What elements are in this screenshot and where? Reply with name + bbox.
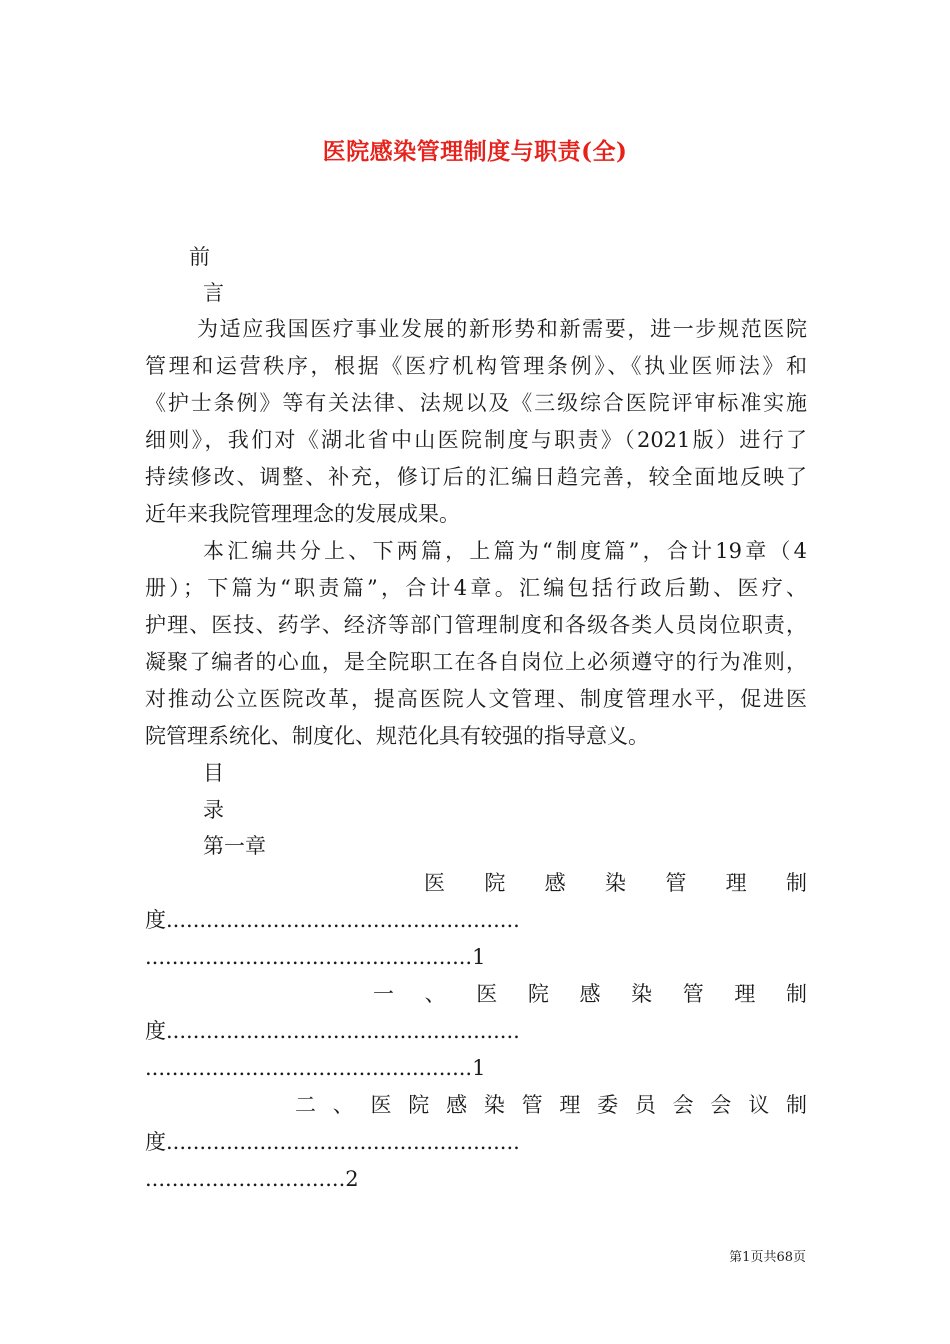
toc-entry-leader[interactable] xyxy=(145,1126,807,1158)
preface-para2-line: 凝聚了编者的心血，是全院职工在各自岗位上必须遵守的行为准则， xyxy=(145,650,807,674)
toc-entry-char: 医 xyxy=(424,871,445,895)
preface-para1-line: 《护士条例》等有关法律、法规以及《三级综合医院评审标准实施 xyxy=(145,391,807,415)
toc-entry-char: 、 xyxy=(332,1093,354,1117)
preface-para2-line: 护理、医技、药学、经济等部门管理制度和各级各类人员岗位职责， xyxy=(145,613,807,637)
page-title: 医院感染管理制度与职责(全) xyxy=(322,138,628,165)
toc-entry-char: 会 xyxy=(710,1093,732,1117)
toc-entry-title[interactable] xyxy=(373,978,807,1010)
leader-dots: ..................................................... xyxy=(166,1019,520,1043)
toc-entry-char: 染 xyxy=(483,1093,505,1117)
toc-entry-char: 理 xyxy=(559,1093,581,1117)
leader-dots: ..................................................... xyxy=(166,908,520,932)
toc-entry-char: 医 xyxy=(476,982,498,1006)
preface-para1-line: 管理和运营秩序，根据《医疗机构管理条例》、《执业医师法》和 xyxy=(145,354,807,378)
toc-entry-char: 制 xyxy=(786,982,807,1006)
toc-entry-char: 感 xyxy=(446,1093,468,1117)
page-footer: 第1页共68页 xyxy=(729,1250,806,1265)
leader-dots: ..................................................... xyxy=(166,1130,520,1154)
toc-entry-char: 二 xyxy=(295,1093,316,1117)
toc-entry-char: 议 xyxy=(748,1093,770,1117)
preface-para1-line: 为适应我国医疗事业发展的新形势和新需要，进一步规范医院 xyxy=(197,317,807,341)
toc-heading-char-1: 目 xyxy=(203,761,224,785)
preface-para1-line: 持续修改、调整、补充，修订后的汇编日趋完善，较全面地反映了 xyxy=(145,465,807,489)
toc-heading-char-2: 录 xyxy=(203,798,224,822)
toc-entry-char: 员 xyxy=(634,1093,656,1117)
toc-entry-char: 染 xyxy=(604,871,626,895)
leader-dots: .............................. xyxy=(145,1167,346,1191)
preface-heading-char-2: 言 xyxy=(203,281,224,305)
toc-entry-leader[interactable] xyxy=(145,941,725,973)
preface-heading-char-1: 前 xyxy=(189,245,210,269)
toc-entry-char: 会 xyxy=(672,1093,694,1117)
toc-entry-leader[interactable] xyxy=(145,1163,505,1195)
toc-entry-title[interactable] xyxy=(424,867,807,899)
toc-entry-char: 染 xyxy=(631,982,653,1006)
toc-entry-char: 制 xyxy=(785,1093,807,1117)
toc-entry-char: 、 xyxy=(424,982,446,1006)
preface-para2-line: 册）；下篇为“职责篇”，合计4章。汇编包括行政后勤、医疗、 xyxy=(145,576,807,600)
toc-entry-char: 医 xyxy=(370,1093,392,1117)
toc-entry-char: 院 xyxy=(484,871,506,895)
preface-para2-line: 本汇编共分上、下两篇，上篇为“制度篇”，合计19章（4 xyxy=(203,539,807,563)
preface-para2-line: 院管理系统化、制度化、规范化具有较强的指导意义。 xyxy=(145,724,649,748)
toc-entry-char: 感 xyxy=(579,982,601,1006)
toc-entry-page: 1 xyxy=(472,1056,486,1080)
toc-entry-tail: 度 xyxy=(145,908,166,932)
toc-entry-char: 院 xyxy=(408,1093,430,1117)
toc-entry-char: 管 xyxy=(682,982,704,1006)
preface-para1-line: 近年来我院管理理念的发展成果。 xyxy=(145,502,460,526)
toc-entry-tail: 度 xyxy=(145,1019,166,1043)
toc-entry-leader[interactable] xyxy=(145,1015,807,1047)
toc-entry-char: 感 xyxy=(544,871,566,895)
leader-dots: ................................................. xyxy=(145,945,473,969)
toc-entry-char: 制 xyxy=(785,871,807,895)
toc-entry-char: 管 xyxy=(665,871,687,895)
toc-entry-char: 院 xyxy=(527,982,549,1006)
toc-entry-tail: 度 xyxy=(145,1130,166,1154)
preface-para2-line: 对推动公立医院改革，提高医院人文管理、制度管理水平，促进医 xyxy=(145,687,807,711)
toc-entry-page: 2 xyxy=(345,1167,359,1191)
toc-entry-char: 理 xyxy=(725,871,747,895)
preface-para1-line: 细则》，我们对《湖北省中山医院制度与职责》（2021版）进行了 xyxy=(145,428,807,452)
toc-entry-char: 一 xyxy=(373,982,394,1006)
toc-chapter-label: 第一章 xyxy=(203,834,266,858)
toc-entry-page: 1 xyxy=(472,945,486,969)
toc-entry-leader[interactable] xyxy=(145,1052,725,1084)
toc-entry-char: 理 xyxy=(734,982,756,1006)
toc-entry-leader[interactable] xyxy=(145,904,807,936)
toc-entry-title[interactable] xyxy=(295,1089,807,1121)
toc-entry-char: 管 xyxy=(521,1093,543,1117)
leader-dots: ................................................. xyxy=(145,1056,473,1080)
toc-entry-char: 委 xyxy=(597,1093,619,1117)
